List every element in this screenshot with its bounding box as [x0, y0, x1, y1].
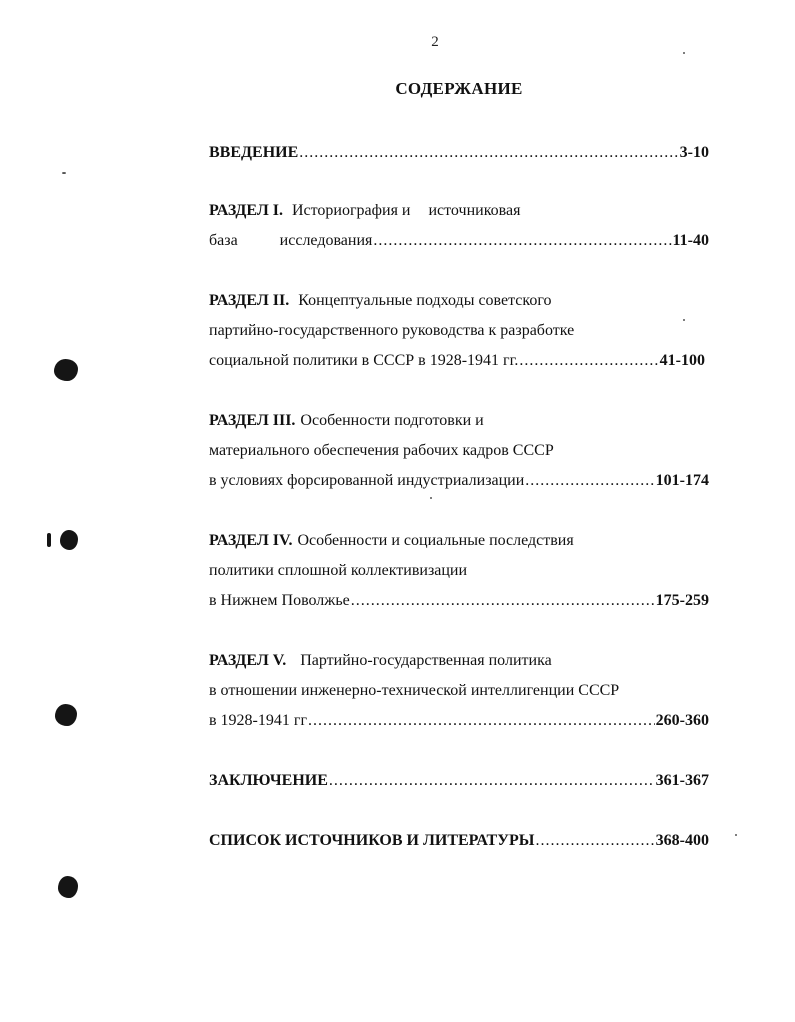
table-of-contents	[209, 138, 709, 856]
toc-section1-title-line1: Историография и	[291, 202, 411, 219]
toc-entry-section3[interactable]	[209, 406, 709, 496]
punch-hole-mark	[55, 704, 77, 726]
toc-section4-label: РАЗДЕЛ IV.	[209, 532, 293, 549]
toc-section2-label: РАЗДЕЛ II.	[209, 292, 290, 309]
toc-section4-pages: 175-259	[655, 592, 709, 609]
toc-introduction-pages: 3-10	[679, 144, 709, 161]
toc-section4-title-line3: в Нижнем Поволжье	[209, 592, 350, 609]
scan-speck	[62, 172, 66, 174]
toc-section5-pages: 260-360	[655, 712, 709, 729]
toc-entry-conclusion[interactable]	[209, 766, 709, 796]
dot-leader	[299, 138, 678, 168]
scan-speck	[430, 497, 432, 499]
page-title: СОДЕРЖАНИЕ	[395, 79, 523, 98]
toc-section1-label: РАЗДЕЛ I.	[209, 202, 283, 219]
dot-leader	[373, 226, 671, 256]
scan-speck	[683, 319, 685, 321]
toc-section4-title-line1: Особенности и социальные последствия	[297, 532, 574, 549]
punch-hole-mark	[54, 359, 78, 381]
toc-section1-pages: 11-40	[672, 232, 709, 249]
toc-section2-title-line2: партийно-государственного руководства к разработке	[209, 322, 575, 339]
punch-hole-mark	[58, 876, 78, 898]
toc-entry-section5[interactable]	[209, 646, 709, 736]
dot-leader	[308, 706, 655, 736]
scan-speck	[735, 834, 737, 836]
toc-section1-title-line2a: база	[209, 232, 238, 249]
toc-section1-title-line1b: источниковая	[428, 202, 521, 219]
toc-section5-label: РАЗДЕЛ V.	[209, 652, 287, 669]
toc-sources-pages: 368-400	[655, 832, 709, 849]
toc-section3-label: РАЗДЕЛ III.	[209, 412, 296, 429]
page-number: 2	[431, 34, 439, 50]
dot-leader	[329, 766, 655, 796]
toc-conclusion-label: ЗАКЛЮЧЕНИЕ	[209, 772, 328, 789]
scan-speck	[683, 52, 685, 54]
toc-section3-title-line1: Особенности подготовки и	[300, 412, 484, 429]
toc-entry-section1[interactable]	[209, 196, 709, 256]
toc-section5-title-line1: Партийно-государственная политика	[300, 652, 552, 669]
dot-leader	[525, 466, 654, 496]
dot-leader	[535, 826, 654, 856]
punch-hole-mark	[47, 533, 51, 547]
toc-section2-pages: 41-100	[659, 352, 705, 369]
punch-hole-mark	[60, 530, 78, 550]
toc-entry-sources[interactable]	[209, 826, 709, 856]
toc-conclusion-pages: 361-367	[655, 772, 709, 789]
toc-entry-section4[interactable]	[209, 526, 709, 616]
toc-entry-section2[interactable]	[209, 286, 709, 376]
dot-leader	[351, 586, 655, 616]
toc-section2-title-line3: социальной политики в СССР в 1928-1941 гг.	[209, 352, 519, 369]
toc-section1-title-line2b: исследования	[279, 232, 373, 249]
toc-section3-title-line2: материального обеспечения рабочих кадров СССР	[209, 442, 554, 459]
toc-section3-pages: 101-174	[655, 472, 709, 489]
toc-section5-title-line3: в 1928-1941 гг	[209, 712, 308, 729]
dot-leader	[519, 346, 658, 376]
toc-section4-title-line2: политики сплошной коллективизации	[209, 562, 468, 579]
toc-section3-title-line3: в условиях форсированной индустриализации	[209, 472, 525, 489]
toc-section2-title-line1: Концептуальные подходы советского	[298, 292, 552, 309]
toc-sources-label: СПИСОК ИСТОЧНИКОВ И ЛИТЕРАТУРЫ	[209, 832, 535, 849]
toc-introduction-label: ВВЕДЕНИЕ	[209, 144, 299, 161]
toc-section5-title-line2: в отношении инженерно-технической интеллигенции СССР	[209, 682, 620, 699]
toc-entry-introduction[interactable]	[209, 138, 709, 168]
